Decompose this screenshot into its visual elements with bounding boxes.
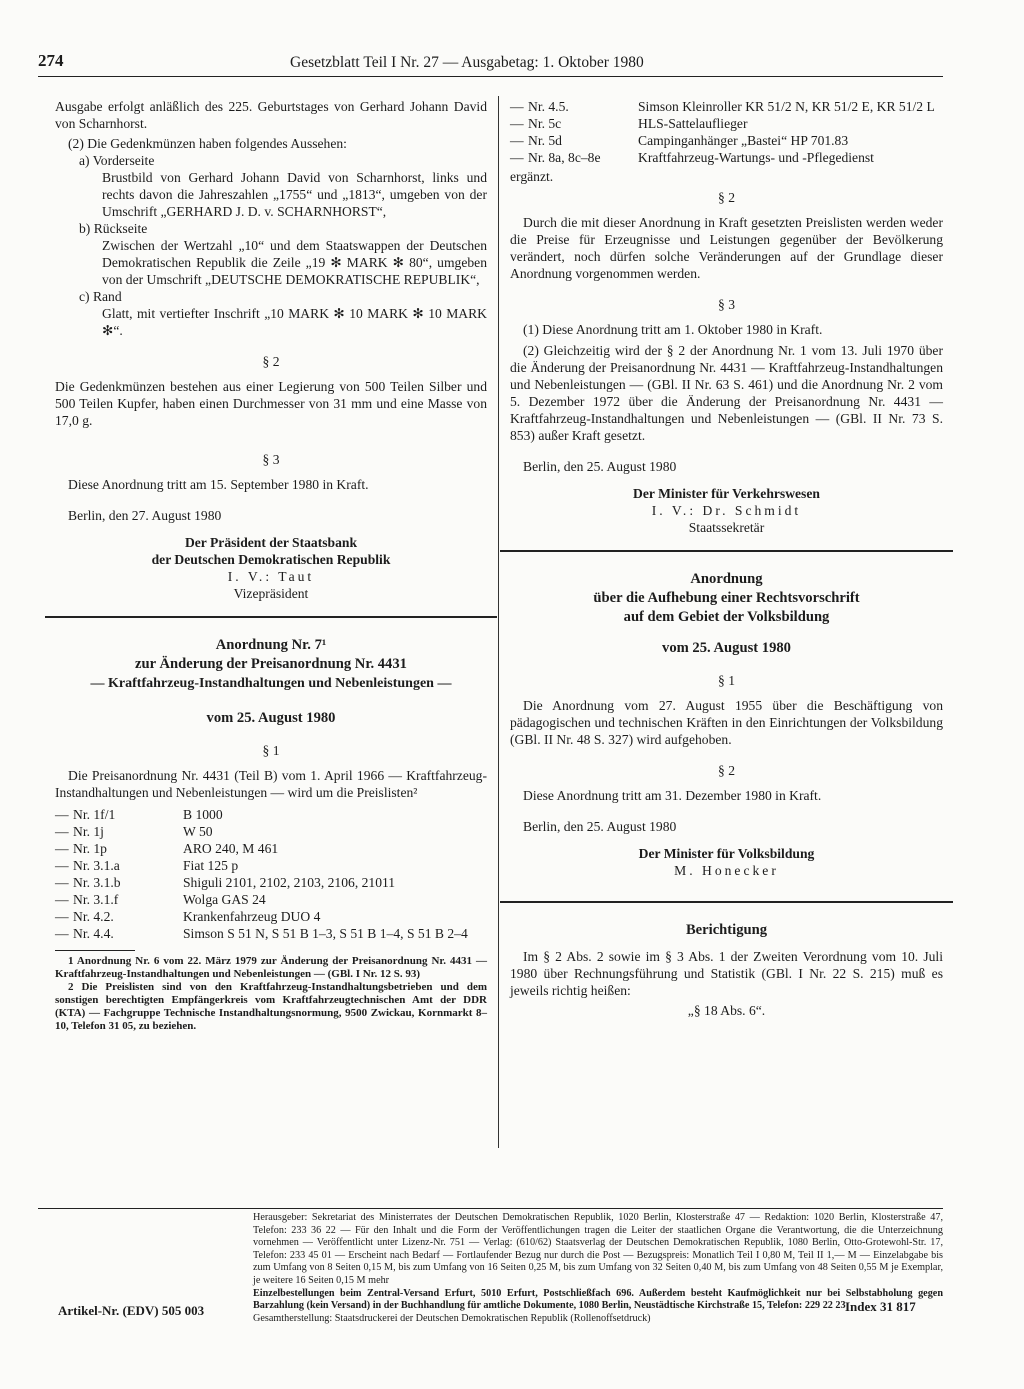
signatory-title: Der Minister für Volksbildung xyxy=(638,846,815,861)
footnote: 1 Anordnung Nr. 6 vom 22. März 1979 zur Änderung der Preisanordnung Nr. 4431 — Kraftfahrzeug-Instandhaltungen und Nebenleistungen — (GBl. I Nr. 12 S. 93) xyxy=(55,955,487,980)
running-head: Gesetzblatt Teil I Nr. 27 — Ausgabetag: 1. Oktober 1980 xyxy=(290,54,644,71)
price-list-row xyxy=(55,874,487,891)
price-list-number: Nr. 1p xyxy=(73,841,107,856)
price-list-dash: — xyxy=(55,909,69,924)
price-list-row xyxy=(55,857,487,874)
price-list-number: Nr. 1f/1 xyxy=(73,807,116,822)
article-number: Artikel-Nr. (EDV) 505 003 xyxy=(58,1303,205,1318)
section-heading: § 2 xyxy=(718,763,735,778)
price-list-row xyxy=(55,908,487,925)
signatory-title: Der Minister für Verkehrswesen xyxy=(633,486,820,501)
price-list-dash: — xyxy=(55,807,69,822)
price-list-description: HLS-Sattelauflieger xyxy=(638,116,748,131)
colophon-rule xyxy=(38,1208,943,1209)
price-list-number: Nr. 3.1.b xyxy=(73,875,121,890)
price-list-dash: — xyxy=(55,926,69,941)
signatory-role: Vizepräsident xyxy=(233,586,309,601)
price-list-description: Kraftfahrzeug-Wartungs- und -Pflegedienst xyxy=(638,150,874,165)
repeal-paragraph: Die Anordnung vom 27. August 1955 über die Beschäftigung von pädagogischen und technischen Kräften in den Einrichtungen der Volksbildung (GBl. II Nr. 48 S. 327) wird aufgehoben. xyxy=(510,698,943,747)
repeal-paragraph: (2) Gleichzeitig wird der § 2 der Anordnung Nr. 1 vom 13. Juli 1970 über die Änderung der Preisanordnung Nr. 4431 — Kraftfahrzeug-Instandhaltungen und Nebenleistungen — (GBl. II Nr. 63 S. 461) und die Anordnung Nr. 2 vom 5. Dezember 1972 über die Änderung der Preisanordnung Nr. 4431 — Kraftfahrzeug-Instandhaltungen und Nebenleistungen — (GBl. II Nr. 73 S. 853) außer Kraft gesetzt. xyxy=(510,343,943,443)
place-date: Berlin, den 25. August 1980 xyxy=(523,459,677,474)
price-list-dash: — xyxy=(510,133,524,148)
price-list-table xyxy=(55,806,487,942)
price-list-row xyxy=(510,115,943,132)
price-list-description: Fiat 125 p xyxy=(183,858,239,873)
section-heading: § 1 xyxy=(718,673,735,688)
prices-paragraph: Durch die mit dieser Anordnung in Kraft gesetzten Preislisten werden weder die Preise für Erzeugnisse und Leistungen gegenüber der Bevölkerung verändert, noch dürfen solche Veränderungen auf der Grundlage dieser Anordnung vorgenommen werden. xyxy=(510,215,943,281)
ordinance-date: vom 25. August 1980 xyxy=(662,640,791,656)
price-list-number: Nr. 4.5. xyxy=(528,99,569,114)
ordinance-title: auf dem Gebiet der Volksbildung xyxy=(623,609,830,625)
ordinance-title: über die Aufhebung einer Rechtsvorschrift xyxy=(593,590,860,606)
signatory-name: I. V.: Dr. Schmidt xyxy=(651,503,802,518)
obverse-label: a) Vorderseite xyxy=(79,153,155,168)
price-list-description: Krankenfahrzeug DUO 4 xyxy=(183,909,321,924)
effective-date-paragraph: Diese Anordnung tritt am 31. Dezember 1980 in Kraft. xyxy=(523,788,822,803)
price-list-number: Nr. 8a, 8c–8e xyxy=(528,150,601,165)
section-heading: § 1 xyxy=(262,743,280,758)
header-rule xyxy=(38,76,943,77)
reverse-text: Zwischen der Wertzahl „10“ und dem Staatswappen der Deutschen Demokratischen Republik die Zeile „19 ✻ MARK ✻ 80“, umgeben von der Umschrift „DEUTSCHE DEMOKRATISCHE REPUBLIK“, xyxy=(102,238,487,287)
left-column xyxy=(55,98,487,1033)
price-list-number: Nr. 4.4. xyxy=(73,926,114,941)
price-list-row xyxy=(55,823,487,840)
price-list-dash: — xyxy=(55,824,69,839)
price-list-number: Nr. 4.2. xyxy=(73,909,114,924)
price-list-number: Nr. 3.1.a xyxy=(73,858,120,873)
section-heading: § 2 xyxy=(718,190,735,205)
price-list-dash: — xyxy=(55,841,69,856)
price-list-number: Nr. 1j xyxy=(73,824,104,839)
right-column xyxy=(510,98,943,1019)
correction-paragraph: Im § 2 Abs. 2 sowie im § 3 Abs. 1 der Zweiten Verordnung vom 10. Juli 1980 über Rechnungsführung und Statistik (GBl. I Nr. 22 S. 215) muß es jeweils richtig heißen: xyxy=(510,949,943,998)
ordinance-title: Anordnung xyxy=(690,571,763,587)
footnote: 2 Die Preislisten sind von den Kraftfahrzeug-Instandhaltungsbetrieben und dem sonstigen berechtigten Empfängerkreis vom Kraftfahrzeugtechnischen Amt der DDR (KTA) — Fachgruppe Technische Instandhaltungsnormung, 9500 Zwickau, Kornmarkt 8–10, Telefon 31 05, zu beziehen. xyxy=(55,981,487,1032)
coin-intro-paragraph: Ausgabe erfolgt anläßlich des 225. Geburtstages von Gerhard Johann David von Scharnhorst. xyxy=(55,99,487,131)
price-list-dash: — xyxy=(55,892,69,907)
price-list-dash: — xyxy=(510,150,524,165)
column-divider xyxy=(498,96,499,1148)
signatory-title: der Deutschen Demokratischen Republik xyxy=(151,552,391,567)
correction-quote: „§ 18 Abs. 6“. xyxy=(687,1003,766,1018)
ergaenzt-text: ergänzt. xyxy=(510,169,554,184)
alloy-paragraph: Die Gedenkmünzen bestehen aus einer Legierung von 500 Teilen Silber und 500 Teilen Kupfer, haben einen Durchmesser von 31 mm und eine Masse von 17,0 g. xyxy=(55,379,487,428)
price-list-row xyxy=(55,891,487,908)
signatory-name: M. Honecker xyxy=(674,863,779,878)
section-rule xyxy=(500,901,953,903)
section-rule xyxy=(500,550,953,552)
obverse-text: Brustbild von Gerhard Johann David von Scharnhorst, links und rechts davon die Jahreszahlen „1755“ und „1813“, umgeben von der Umschrift „GERHARD J. D. v. SCHARNHORST“, xyxy=(102,170,487,219)
place-date: Berlin, den 25. August 1980 xyxy=(523,819,677,834)
reverse-label: b) Rückseite xyxy=(79,221,148,236)
price-list-description: Shiguli 2101, 2102, 2103, 2106, 21011 xyxy=(183,875,396,890)
price-list-dash: — xyxy=(510,116,524,131)
price-list-description: B 1000 xyxy=(183,807,223,822)
footnote-rule xyxy=(55,950,135,951)
price-list-dash: — xyxy=(55,858,69,873)
place-date: Berlin, den 27. August 1980 xyxy=(68,508,222,523)
price-list-row xyxy=(510,98,943,115)
price-list-row xyxy=(55,840,487,857)
colophon xyxy=(253,1212,943,1325)
correction-title: Berichtigung xyxy=(685,922,768,938)
price-list-dash: — xyxy=(55,875,69,890)
section-heading: § 3 xyxy=(262,452,280,467)
price-list-number: Nr. 3.1.f xyxy=(73,892,119,907)
signatory-name: I. V.: Taut xyxy=(227,569,315,584)
price-list-row xyxy=(510,132,943,149)
ordinance-title: — Kraftfahrzeug-Instandhaltungen und Nebenleistungen — xyxy=(90,676,452,691)
ordinance-title: zur Änderung der Preisanordnung Nr. 4431 xyxy=(135,656,407,672)
section-rule xyxy=(45,616,497,618)
index-number: Index 31 817 xyxy=(845,1299,916,1314)
price-list-description: Wolga GAS 24 xyxy=(183,892,266,907)
colophon-printer: Gesamtherstellung: Staatsdruckerei der Deutschen Demokratischen Republik (Rollenoffsetdruck) xyxy=(253,1312,651,1324)
signatory-role: Staatssekretär xyxy=(688,520,765,535)
page-number: 274 xyxy=(38,51,64,70)
price-list-description: ARO 240, M 461 xyxy=(183,841,279,856)
price-list-row xyxy=(55,925,487,942)
section-heading: § 2 xyxy=(262,354,280,369)
effective-date-paragraph: (1) Diese Anordnung tritt am 1. Oktober 1980 in Kraft. xyxy=(523,322,823,337)
signatory-title: Der Präsident der Staatsbank xyxy=(184,535,358,550)
price-list-description: Campinganhänger „Bastei“ HP 701.83 xyxy=(638,133,849,148)
edge-label: c) Rand xyxy=(79,289,122,304)
price-list-row xyxy=(510,149,943,166)
price-list-row xyxy=(55,806,487,823)
ordinance-title: Anordnung Nr. 7¹ xyxy=(215,637,327,653)
section-heading: § 3 xyxy=(718,297,735,312)
colophon-publisher: Herausgeber: Sekretariat des Ministerrates der Deutschen Demokratischen Republik, 1020 Berlin, Klosterstraße 47 — Redaktion: 1020 Berlin, Klosterstraße 47, Telefon: 233 36 22 — Für den Inhalt und die Form der Veröffentlichungen tragen die Leiter der staatlichen Organe die Verantwortung, die die Unterzeichnung vornehmen — Veröffentlicht unter Lizenz-Nr. 751 — Verlag: (610/62) Staatsverlag der Deutschen Demokratischen Republik, 1080 Berlin, Otto-Grotewohl-Str. 17, Telefon: 233 45 01 — Erscheint nach Bedarf — Fortlaufender Bezug nur durch die Post — Bezugspreis: Monatlich Teil I 0,80 M, Teil II 1,— M — Einzelabgabe bis zum Umfang von 8 Seiten 0,15 M, bis zum Umfang von 16 Seiten 0,25 M, bis zum Umfang von 32 Seiten 0,40 M, bis zum Umfang von 48 Seiten 0,55 M je Exemplar, je weitere 16 Seiten 0,15 M mehr xyxy=(253,1212,943,1286)
price-list-dash: — xyxy=(510,99,524,114)
edge-text: Glatt, mit vertiefter Inschrift „10 MARK ✻ 10 MARK ✻ 10 MARK ✻“. xyxy=(102,306,487,338)
price-list-description: W 50 xyxy=(183,824,213,839)
price-list-description: Simson S 51 N, S 51 B 1–3, S 51 B 1–4, S 51 B 2–4 xyxy=(183,926,468,941)
effective-date-paragraph: Diese Anordnung tritt am 15. September 1980 in Kraft. xyxy=(68,477,369,492)
ordinance-date: vom 25. August 1980 xyxy=(206,710,336,726)
colophon-orders: Einzelbestellungen beim Zentral-Versand Erfurt, 5010 Erfurt, Postschließfach 696. Außerdem besteht Kaufmöglichkeit nur bei Selbstabholung gegen Barzahlung (kein Versand) in der Buchhandlung für amtliche Dokumente, 1080 Berlin, Neustädtische Kirchstraße 15, Telefon: 229 22 23 xyxy=(253,1287,943,1312)
price-list-description: Simson Kleinroller KR 51/2 N, KR 51/2 E, KR 51/2 L xyxy=(638,99,935,114)
price-list-number: Nr. 5d xyxy=(528,133,562,148)
price-list-number: Nr. 5c xyxy=(528,116,562,131)
coin-appearance-paragraph: (2) Die Gedenkmünzen haben folgendes Aussehen: xyxy=(68,136,347,151)
price-list-table xyxy=(510,98,943,166)
price-order-paragraph: Die Preisanordnung Nr. 4431 (Teil B) vom 1. April 1966 — Kraftfahrzeug-Instandhaltungen und Nebenleistungen — wird um die Preislisten² xyxy=(55,768,487,800)
